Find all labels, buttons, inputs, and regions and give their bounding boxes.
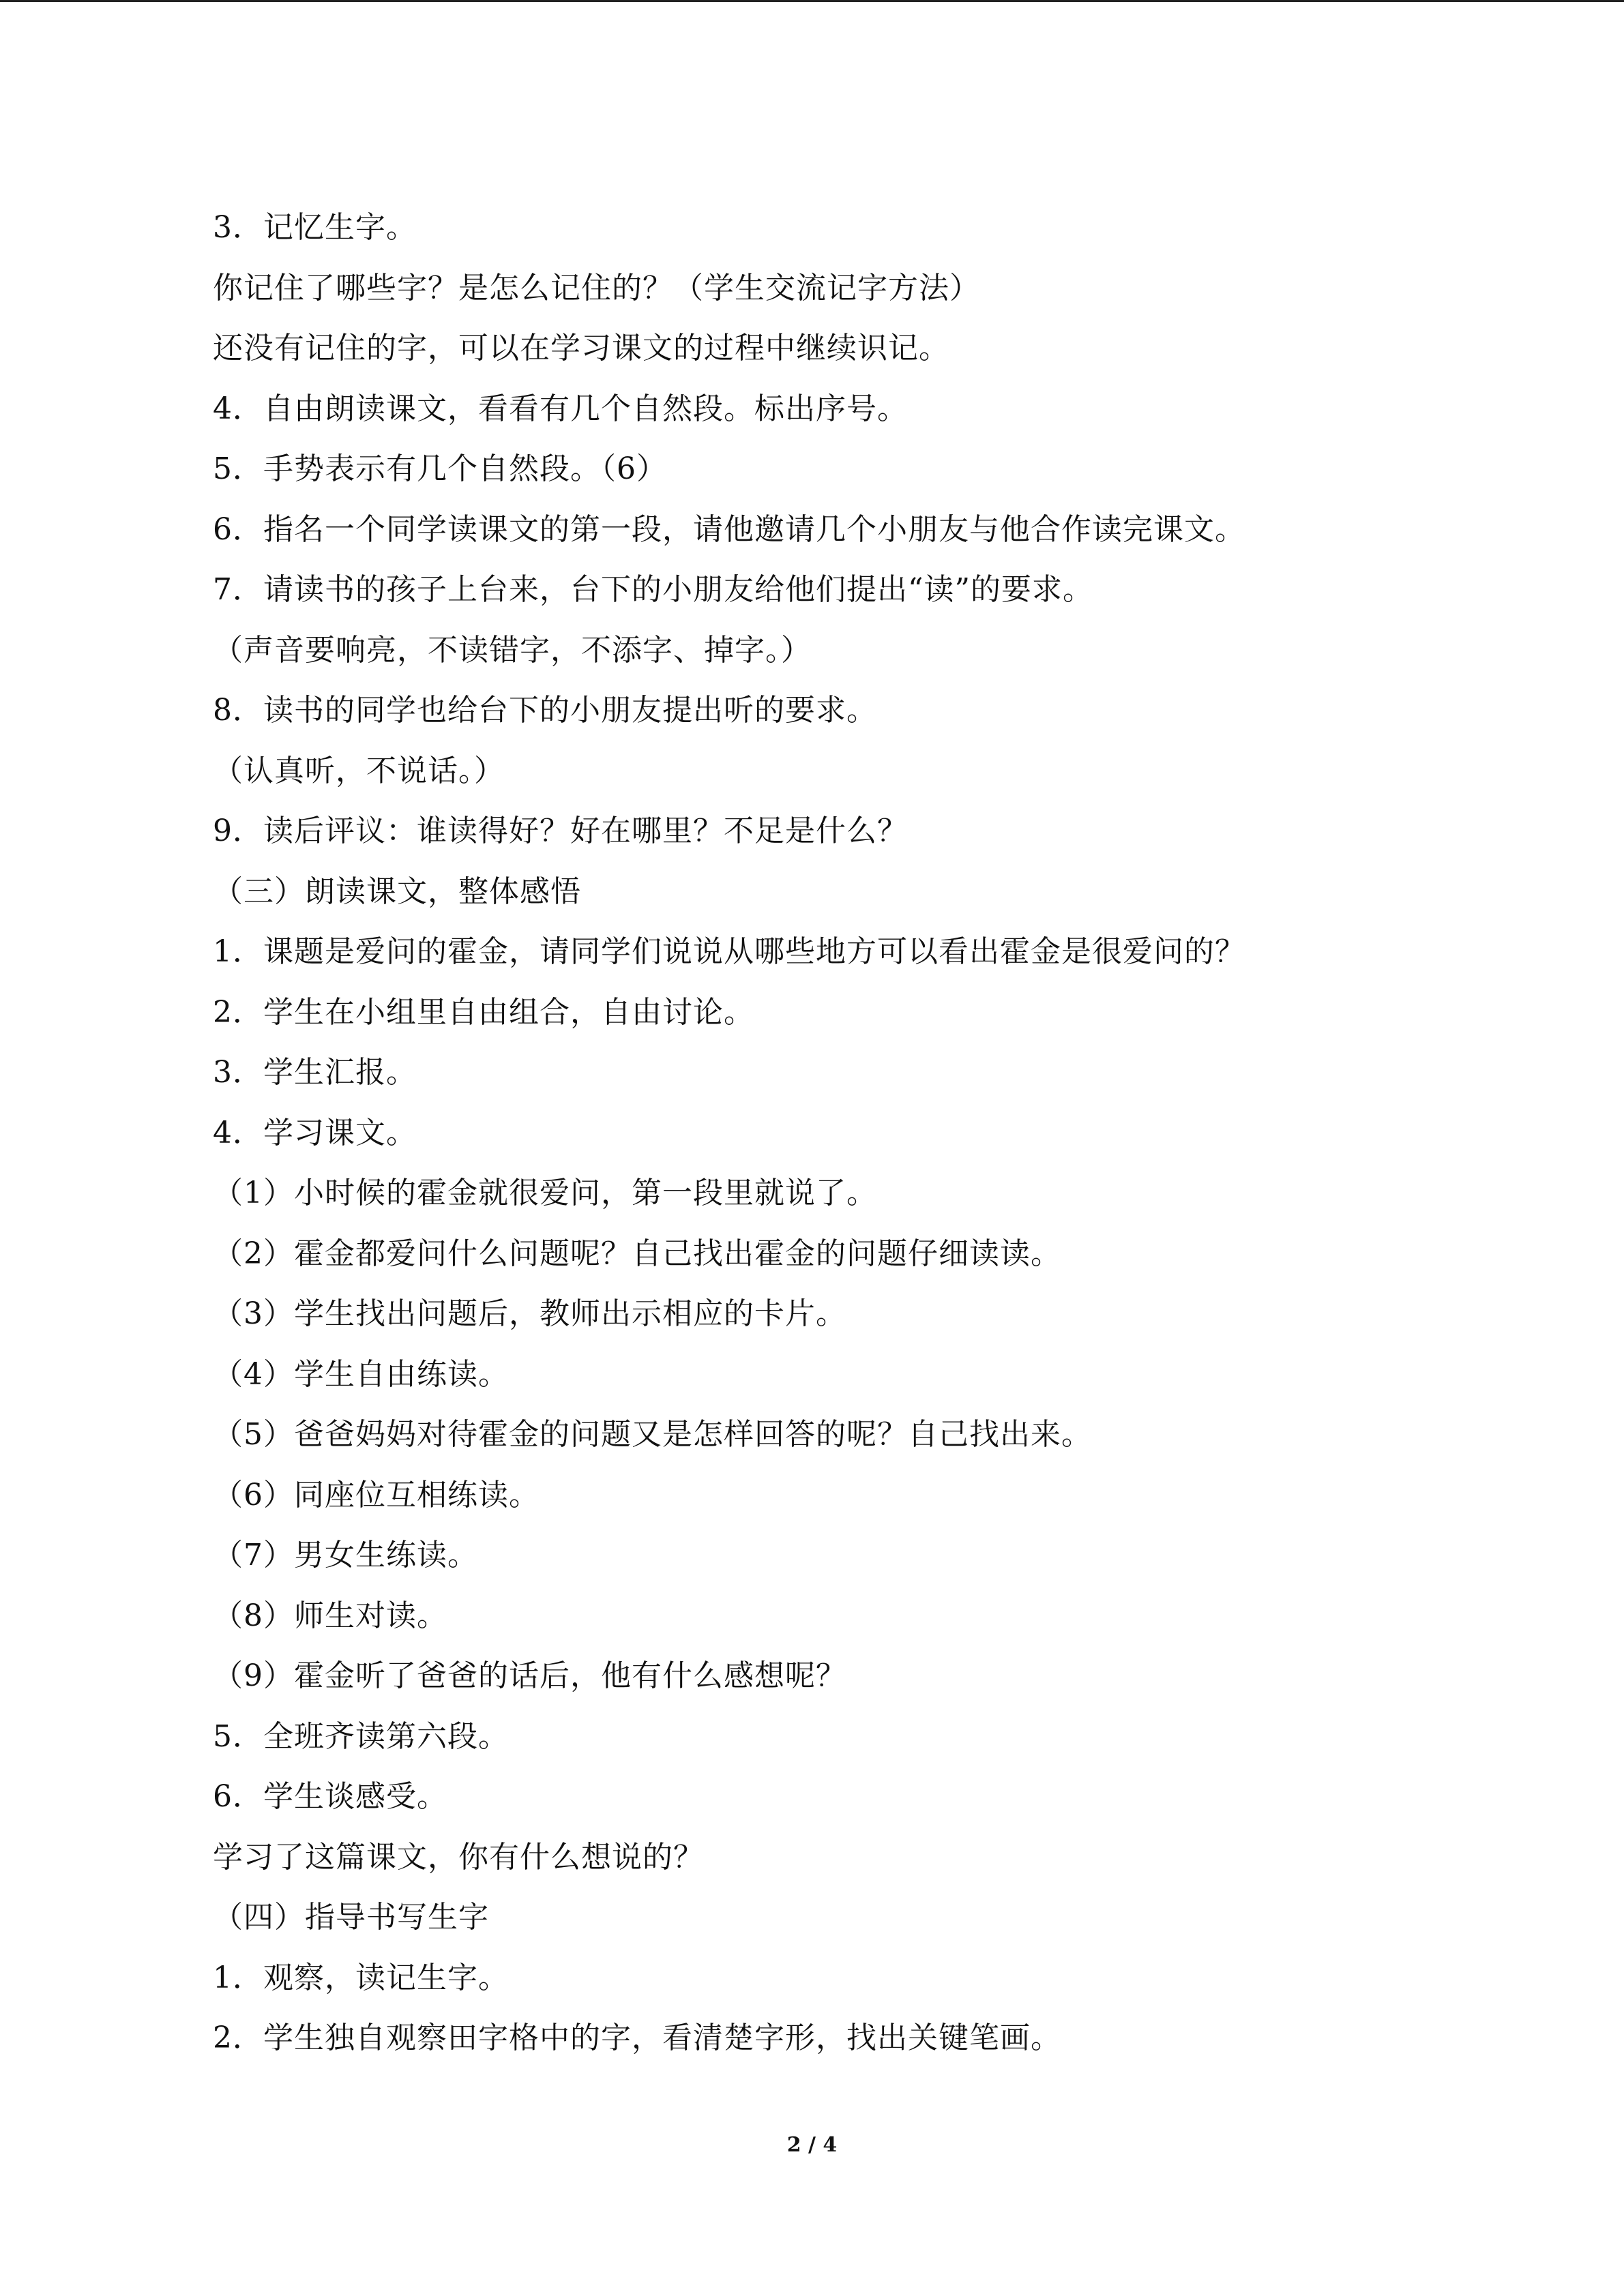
text-line: 4．自由朗读课文，看看有几个自然段。标出序号。 bbox=[213, 391, 908, 426]
text-line: （2）霍金都爱问什么问题呢？自己找出霍金的问题仔细读读。 bbox=[213, 1236, 1061, 1271]
page-top-border bbox=[0, 0, 1624, 2]
text-line: 5．手势表示有几个自然段。（6） bbox=[213, 451, 667, 486]
text-line: （8）师生对读。 bbox=[213, 1598, 447, 1633]
text-line: （7）男女生练读。 bbox=[213, 1538, 478, 1572]
text-line: 5．全班齐读第六段。 bbox=[213, 1718, 509, 1754]
text-line: （6）同座位互相练读。 bbox=[213, 1477, 540, 1512]
text-line: （声音要响亮，不读错字，不添字、掉字。） bbox=[213, 632, 812, 668]
text-line: 4．学习课文。 bbox=[213, 1115, 417, 1150]
text-line: （认真听，不说话。） bbox=[213, 753, 505, 788]
text-line: （1）小时候的霍金就很爱问，第一段里就说了。 bbox=[213, 1176, 877, 1210]
text-line: 3．学生汇报。 bbox=[213, 1055, 417, 1090]
section-heading: （三）朗读课文，整体感悟 bbox=[213, 874, 581, 909]
text-line: 2．学生独自观察田字格中的字，看清楚字形，找出关键笔画。 bbox=[213, 2021, 1061, 2055]
text-line: 6．学生谈感受。 bbox=[213, 1779, 447, 1814]
text-line: 3．记忆生字。 bbox=[213, 210, 417, 245]
text-line: 7．请读书的孩子上台来，台下的小朋友给他们提出“读”的要求。 bbox=[213, 572, 1093, 607]
text-line: 9．读后评议：谁读得好？好在哪里？不足是什么？ bbox=[213, 814, 908, 848]
text-line: 2．学生在小组里自由组合，自由讨论。 bbox=[213, 994, 754, 1030]
text-line: （5）爸爸妈妈对待霍金的问题又是怎样回答的呢？自己找出来。 bbox=[213, 1417, 1092, 1452]
document-body bbox=[213, 198, 1454, 2069]
text-line: 6．指名一个同学读课文的第一段，请他邀请几个小朋友与他合作读完课文。 bbox=[213, 511, 1245, 547]
text-line: 1．观察，读记生字。 bbox=[213, 1960, 509, 1995]
text-line: 还没有记住的字，可以在学习课文的过程中继续识记。 bbox=[213, 331, 949, 366]
text-line: （4）学生自由练读。 bbox=[213, 1356, 509, 1392]
section-heading: （四）指导书写生字 bbox=[213, 1900, 489, 1935]
text-line: 学习了这篇课文，你有什么想说的？ bbox=[213, 1839, 704, 1875]
page-number: 2 / 4 bbox=[786, 2133, 838, 2157]
text-line: 你记住了哪些字？是怎么记住的？（学生交流记字方法） bbox=[213, 270, 980, 305]
text-line: 8．读书的同学也给台下的小朋友提出听的要求。 bbox=[213, 693, 877, 728]
text-line: 1．课题是爱问的霍金，请同学们说说从哪些地方可以看出霍金是很爱问的？ bbox=[213, 934, 1245, 969]
text-line: （9）霍金听了爸爸的话后，他有什么感想呢？ bbox=[213, 1658, 846, 1693]
text-line: （3）学生找出问题后，教师出示相应的卡片。 bbox=[213, 1296, 846, 1331]
